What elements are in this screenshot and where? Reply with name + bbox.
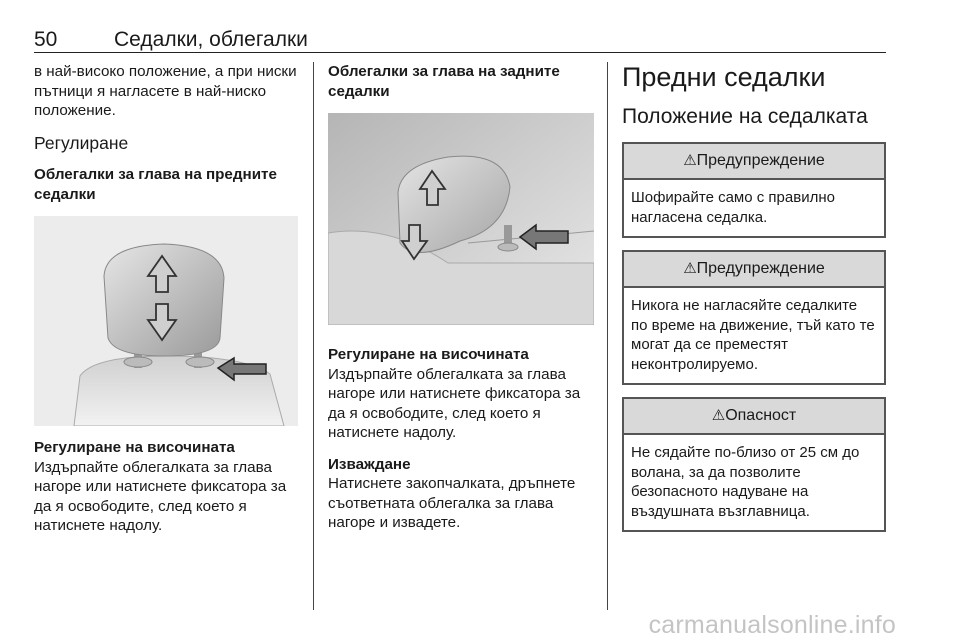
column-divider bbox=[313, 62, 314, 610]
column-middle bbox=[328, 62, 594, 533]
warning-box-title: Предупреждение bbox=[696, 152, 825, 169]
column-left bbox=[34, 62, 298, 536]
removal-text: Натиснете закопчалката, дръпнете съответната облегалка за глава нагоре и извадете. bbox=[328, 475, 576, 531]
warning-icon: ⚠ bbox=[683, 152, 697, 169]
column-right bbox=[622, 62, 886, 544]
height-adjust-heading: Регулиране на височината bbox=[34, 439, 235, 456]
column-divider bbox=[607, 62, 608, 610]
rear-headrest-heading: Облегалки за глава на задните седалки bbox=[328, 63, 560, 100]
page-title: Седалки, облегалки bbox=[114, 28, 308, 51]
warning-box-header bbox=[624, 144, 884, 180]
rear-height-adjust-heading: Регулиране на височината bbox=[328, 346, 529, 363]
warning-icon: ⚠ bbox=[683, 260, 697, 277]
front-seats-title: Предни седалки bbox=[622, 62, 826, 92]
intro-paragraph: в най-високо положение, а при ниски пътници я нагласете в най-ниско положение. bbox=[34, 63, 297, 119]
warning-icon: ⚠ bbox=[711, 407, 726, 424]
danger-box-title: Опасност bbox=[725, 407, 797, 424]
warning-box bbox=[622, 142, 886, 238]
danger-box bbox=[622, 397, 886, 532]
page-header bbox=[34, 28, 886, 53]
danger-box-header bbox=[624, 399, 884, 435]
seat-position-subtitle: Положение на седалката bbox=[622, 105, 868, 128]
warning-box-text: Никога не нагласяйте седалките по време на движение, тъй като те могат да се преместят неконтролируемо. bbox=[631, 297, 875, 373]
warning-box-header bbox=[624, 252, 884, 288]
warning-box-title: Предупреждение bbox=[696, 260, 825, 277]
rear-headrest-illustration bbox=[328, 113, 594, 325]
page-number: 50 bbox=[34, 28, 58, 51]
danger-box-text: Не сядайте по-близо от 25 см до волана, за да позволите безопасното надуване на въздушната възглавница. bbox=[631, 444, 860, 520]
watermark: carmanualsonline.info bbox=[648, 611, 896, 639]
warning-box-text: Шофирайте само с правилно нагласена седалка. bbox=[631, 189, 835, 226]
rear-height-adjust-text: Издърпайте облегалката за глава нагоре или натиснете фиксатора за да я освободите, след което я натиснете надолу. bbox=[328, 365, 581, 441]
height-adjust-text: Издърпайте облегалката за глава нагоре или натиснете фиксатора за да я освободите, след което я натиснете надолу. bbox=[34, 458, 287, 534]
warning-box bbox=[622, 250, 886, 385]
removal-heading: Изваждане bbox=[328, 455, 411, 473]
front-headrest-illustration bbox=[34, 216, 298, 426]
front-headrest-heading: Облегалки за глава на предните седалки bbox=[34, 166, 277, 203]
section-heading-adjust: Регулиране bbox=[34, 132, 129, 153]
